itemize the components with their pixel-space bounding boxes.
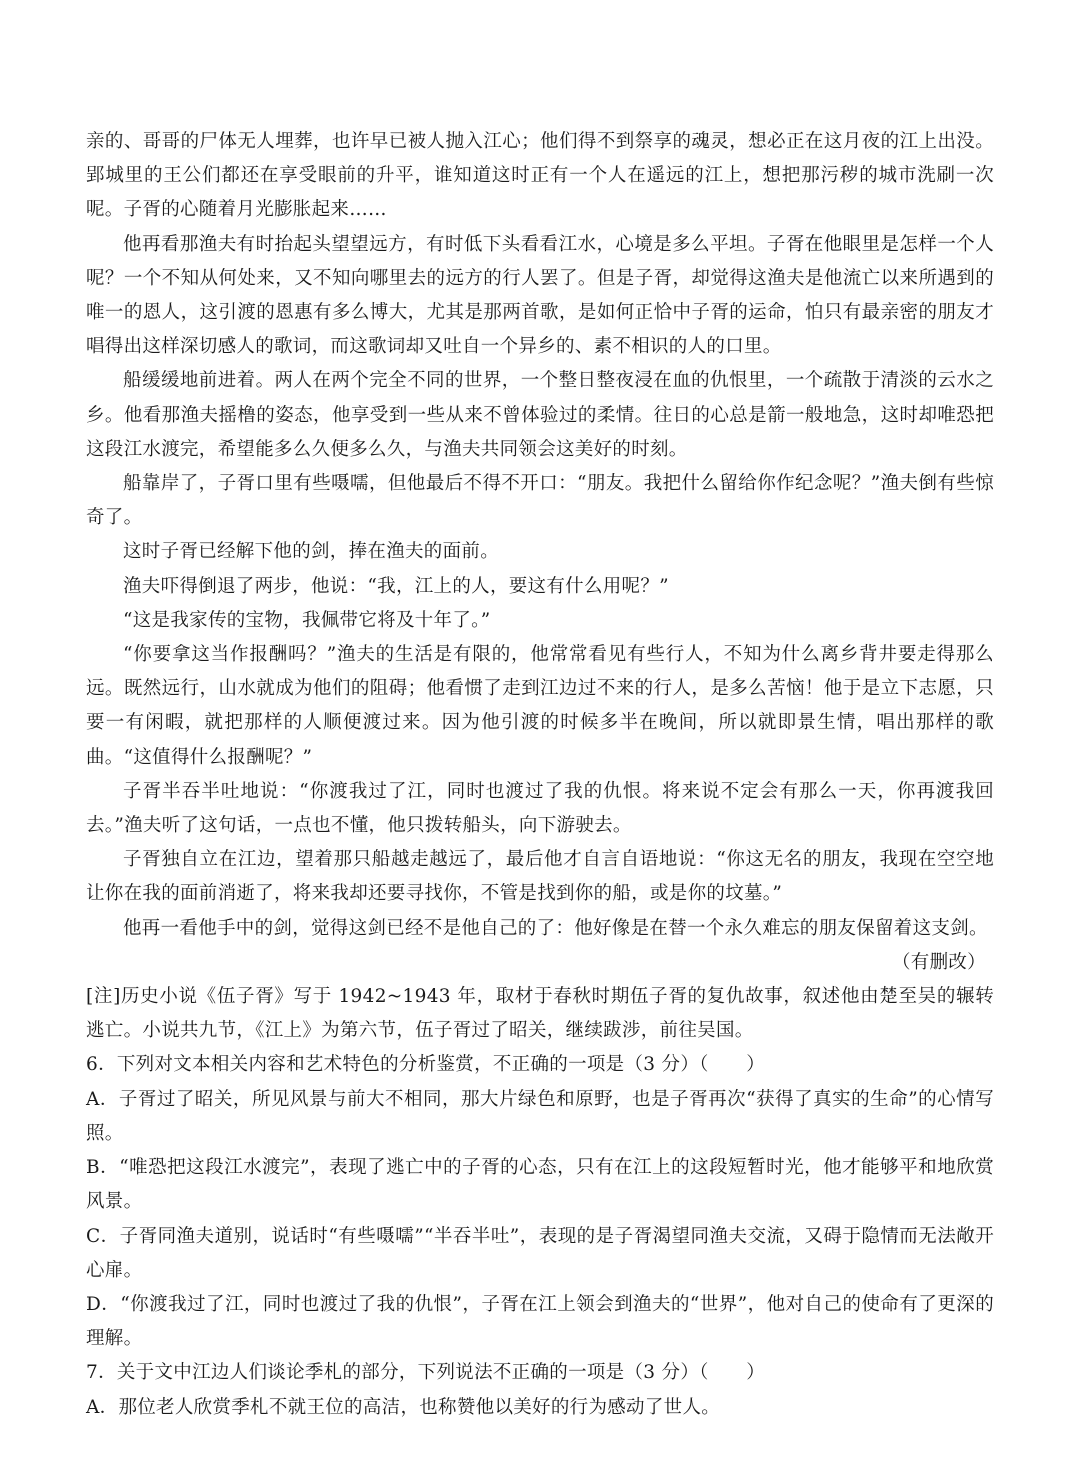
question-6-stem: 6．下列对文本相关内容和艺术特色的分析鉴赏，不正确的一项是（3 分）（ ） [86, 1054, 766, 1076]
source-note: （有删改） [891, 951, 986, 973]
passage-paragraph-2: 他再看那渔夫有时抬起头望望远方，有时低下头看看江水，心境是多么平坦。子胥在他眼里是怎样一个人呢？一个不知从何处来，又不知向哪里去的远方的行人罢了。但是子胥，却觉得这渔夫是他流亡以来所遇到的唯一的恩人，这引渡的恩惠有多么博大，尤其是那两首歌，是如何正恰中子胥的运命，怕只有最亲密的朋友才唱得出这样深切感人的歌词，而这歌词却又吐自一个异乡的、素不相识的人的口里。 [86, 233, 994, 358]
passage-paragraph-7: “这是我家传的宝物，我佩带它将及十年了。” [123, 609, 491, 631]
question-7-option-a: A．那位老人欣赏季札不就王位的高洁，也称赞他以美好的行为感动了世人。 [86, 1396, 721, 1418]
passage-paragraph-9: 子胥半吞半吐地说：“你渡我过了江，同时也渡过了我的仇恨。将来说不定会有那么一天，你再渡我回去。”渔夫听了这句话，一点也不懂，他只拨转船头，向下游驶去。 [86, 780, 994, 837]
passage-paragraph-3: 船缓缓地前进着。两人在两个完全不同的世界，一个整日整夜浸在血的仇恨里，一个疏散于清淡的云水之乡。他看那渔夫摇橹的姿态，他享受到一些从来不曾体验过的柔情。往日的心总是箭一般地急，这时却唯恐把这段江水渡完，希望能多么久便多么久，与渔夫共同领会这美好的时刻。 [86, 370, 994, 460]
passage-paragraph-8: “你要拿这当作报酬吗？”渔夫的生活是有限的，他常常看见有些行人，不知为什么离乡背井要走得那么远。既然远行，山水就成为他们的阻碍；他看惯了走到江边过不来的行人，是多么苦恼！他于是立下志愿，只要一有闲暇，就把那样的人顺便渡过来。因为他引渡的时候多半在晚间，所以就即景生情，唱出那样的歌曲。“这值得什么报酬呢？” [86, 644, 994, 768]
passage-paragraph-11: 他再一看他手中的剑，觉得这剑已经不是他自己的了：他好像是在替一个永久难忘的朋友保留着这支剑。 [123, 917, 988, 939]
questions-section [86, 980, 994, 1425]
question-6-option-c: C．子胥同渔夫道别，说话时“有些嗫嚅”“半吞半吐”，表现的是子胥渴望同渔夫交流，又碍于隐情而无法敞开心扉。 [86, 1225, 994, 1281]
passage-paragraph-4: 船靠岸了，子胥口里有些嗫嚅，但他最后不得不开口：“朋友。我把什么留给你作纪念呢？”渔夫倒有些惊奇了。 [86, 473, 994, 529]
passage-paragraph-5: 这时子胥已经解下他的剑，捧在渔夫的面前。 [123, 541, 500, 563]
annotation-note: [注]历史小说《伍子胥》写于 1942~1943 年，取材于春秋时期伍子胥的复仇故事，叙述他由楚至吴的辗转逃亡。小说共九节，《江上》为第六节，伍子胥过了昭关，继续跋涉，前往吴国。 [86, 986, 994, 1042]
passage-paragraph-10: 子胥独自立在江边，望着那只船越走越远了，最后他才自言自语地说：“你这无名的朋友，我现在空空地让你在我的面前消逝了，将来我却还要寻找你，不管是找到你的船，或是你的坟墓。” [86, 849, 994, 905]
passage-paragraph-1: 亲的、哥哥的尸体无人埋葬，也许早已被人抛入江心；他们得不到祭享的魂灵，想必正在这月夜的江上出没。郢城里的王公们都还在享受眼前的升平，谁知道这时正有一个人在遥远的江上，想把那污秽的城市洗刷一次呢。子胥的心随着月光膨胀起来…… [86, 131, 994, 221]
story-passage [86, 125, 994, 980]
question-6-option-a: A．子胥过了昭关，所见风景与前大不相同，那大片绿色和原野，也是子胥再次“获得了真实的生命”的心情写照。 [86, 1088, 994, 1144]
question-7-stem: 7．关于文中江边人们谈论季札的部分，下列说法不正确的一项是（3 分）（ ） [86, 1362, 766, 1384]
question-6-option-b: B．“唯恐把这段江水渡完”，表现了逃亡中的子胥的心态，只有在江上的这段短暂时光，他才能够平和地欣赏风景。 [86, 1157, 994, 1213]
passage-paragraph-6: 渔夫吓得倒退了两步，他说：“我，江上的人，要这有什么用呢？” [123, 575, 669, 597]
question-6-option-d: D．“你渡我过了江，同时也渡过了我的仇恨”，子胥在江上领会到渔夫的“世界”，他对自己的使命有了更深的理解。 [86, 1293, 994, 1350]
